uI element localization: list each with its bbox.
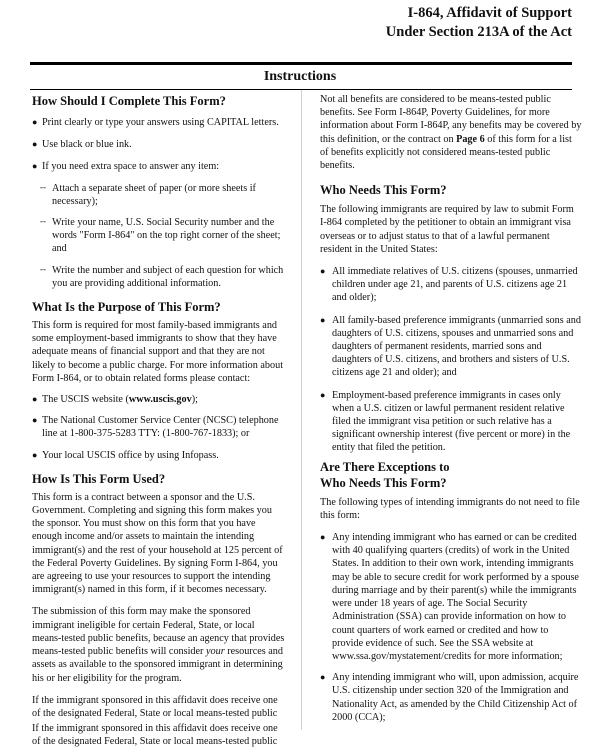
list-item: ● Any intending immigrant who has earned or can be credited with 40 qualifying quarters (credits) of work in the United States. In addition to their own work, intending immigrants may be able to secure credit for work performed by a spouse during marriage and by their parent(s) while the immigrants were under 18 years of age. The Social Security Administration (SSA) can provide information on how to count quarters of work earned or credited and how to provide evidence of such. See the SSA website at www.ssa.gov/mystatement/credits for more information; — [320, 532, 579, 662]
instructions-title: Instructions — [263, 69, 337, 84]
right-column — [320, 93, 582, 724]
dash-icon: -- — [40, 263, 46, 274]
bullet-icon: ● — [320, 672, 326, 683]
purpose-heading: What Is the Purpose of This Form? — [32, 300, 221, 315]
form-header — [386, 4, 572, 42]
header-rule — [30, 62, 572, 65]
bullet-icon: ● — [320, 266, 326, 277]
benefits-paragraph: Not all benefits are considered to be means-tested public benefits. See Form I-864P, Poverty Guidelines, for more information about Form I-864P, any benefits may be covered by this definition, or the contract on Page 6 of this form for a list of benefits explicitly not considered means-tested public benefits. — [320, 94, 582, 172]
sub-list-item: -- Write your name, U.S. Social Security number and the words "Form I-864" on the top right corner of the sheet; and — [40, 216, 281, 255]
form-title-line2: Under Section 213A of the Act — [385, 24, 572, 40]
uscis-website-link[interactable]: www.uscis.gov — [128, 394, 192, 406]
dash-icon: -- — [40, 216, 46, 227]
list-item: ● Print clearly or type your answers using CAPITAL letters. — [32, 117, 279, 128]
list-item: ● The USCIS website (www.uscis.gov); — [32, 394, 198, 406]
who-needs-heading: Who Needs This Form? — [320, 183, 447, 198]
list-item: ● Use black or blue ink. — [32, 139, 132, 151]
purpose-paragraph: This form is required for most family-based immigrants and some employment-based immigrants to show that they have adequate means of financial support and that they are not likely to become a public charge. For more information about Form I-864, or to obtain related forms please contact: — [32, 320, 284, 384]
bullet-icon: ● — [32, 449, 38, 460]
used-paragraph-4: If the immigrant sponsored in this affidavit does receive one of the designated Federal, State or local means-tested public — [32, 723, 278, 748]
how-complete-heading: How Should I Complete This Form? — [32, 94, 226, 108]
bullet-icon: ● — [320, 532, 326, 543]
sub-list-item: -- Attach a separate sheet of paper (or more sheets if necessary); — [40, 181, 256, 207]
sub-list-item: -- Write the number and subject of each question for which you are providing additional information. — [40, 263, 284, 289]
bullet-icon: ● — [32, 394, 38, 405]
exceptions-paragraph: The following types of intending immigrants do not need to file this form: — [320, 496, 580, 521]
who-needs-paragraph: The following immigrants are required by law to submit Form I-864 completed by the petitioner to obtain an immigrant visa overseas or to adjust status to that of a lawful permanent resident in the United States: — [320, 204, 574, 255]
bullet-icon: ● — [32, 161, 38, 172]
list-item: ● The National Customer Service Center (NCSC) telephone line at 1-800-375-5283 TTY: (1-800-767-1833); or — [32, 415, 279, 440]
list-item: ● Your local USCIS office by using Infopass. — [32, 449, 219, 461]
list-item: ● Any intending immigrant who will, upon admission, acquire U.S. citizenship under section 320 of the Immigration and Nationality Act, as amended by the Child Citizenship Act of 2000 (CCA); — [320, 672, 579, 723]
bullet-icon: ● — [32, 415, 38, 426]
column-divider — [301, 90, 302, 730]
list-item: ● If you need extra space to answer any item: — [32, 161, 220, 173]
bullet-icon: ● — [320, 389, 326, 400]
how-used-heading: How Is This Form Used? — [32, 471, 166, 486]
used-paragraph-1: This form is a contract between a sponsor and the U.S. Government. Completing and signing this form makes you the sponsor. You must show on this form that you have enough income and/or assets to maintain the intending immigrant(s) and the rest of your household at 125 percent of the Federal Poverty Guidelines. By signing Form I-864, you are agreeing to use your resources to support the intending immigrant(s) named in this form, if it becomes necessary. — [32, 491, 283, 596]
exceptions-heading: Are There Exceptions to Who Needs This Form? — [320, 459, 450, 490]
list-item: ● Employment-based preference immigrants in cases only when a U.S. citizen or lawful permanent resident relative filed the immigrant visa petition or such relative has a significant ownership interest (five percent or more) in the entity that filed the petition. — [320, 389, 571, 454]
used-paragraph-2: The submission of this form may make the sponsored immigrant ineligible for certain Federal, State, or local means-tested public benefits, because an agency that provides means-tested public benefits will consider your resources and assets as available to the sponsored immigrant in determining his or her eligibility for the program. — [32, 606, 285, 684]
dash-icon: -- — [40, 181, 46, 192]
bullet-icon: ● — [32, 117, 38, 127]
form-title-line1: I-864, Affidavit of Support — [407, 5, 572, 21]
bullet-icon: ● — [320, 314, 326, 325]
bullet-icon: ● — [32, 139, 38, 150]
left-column — [32, 93, 285, 749]
list-item: ● All immediate relatives of U.S. citizens (spouses, unmarried children under age 21, and parents of U.S. citizens age 21 and older); — [320, 266, 578, 304]
used-paragraph-3: If the immigrant sponsored in this affidavit does receive one of the designated Federal, State or local means-tested public — [32, 694, 278, 719]
list-item: ● All family-based preference immigrants (unmarried sons and daughters of U.S. citizens, spouses and unmarried sons and daughters of permanent residents, married sons and daughters of U.S. citizens, and brothers and sisters of U.S. citizens age 21 and older); and — [320, 314, 581, 379]
